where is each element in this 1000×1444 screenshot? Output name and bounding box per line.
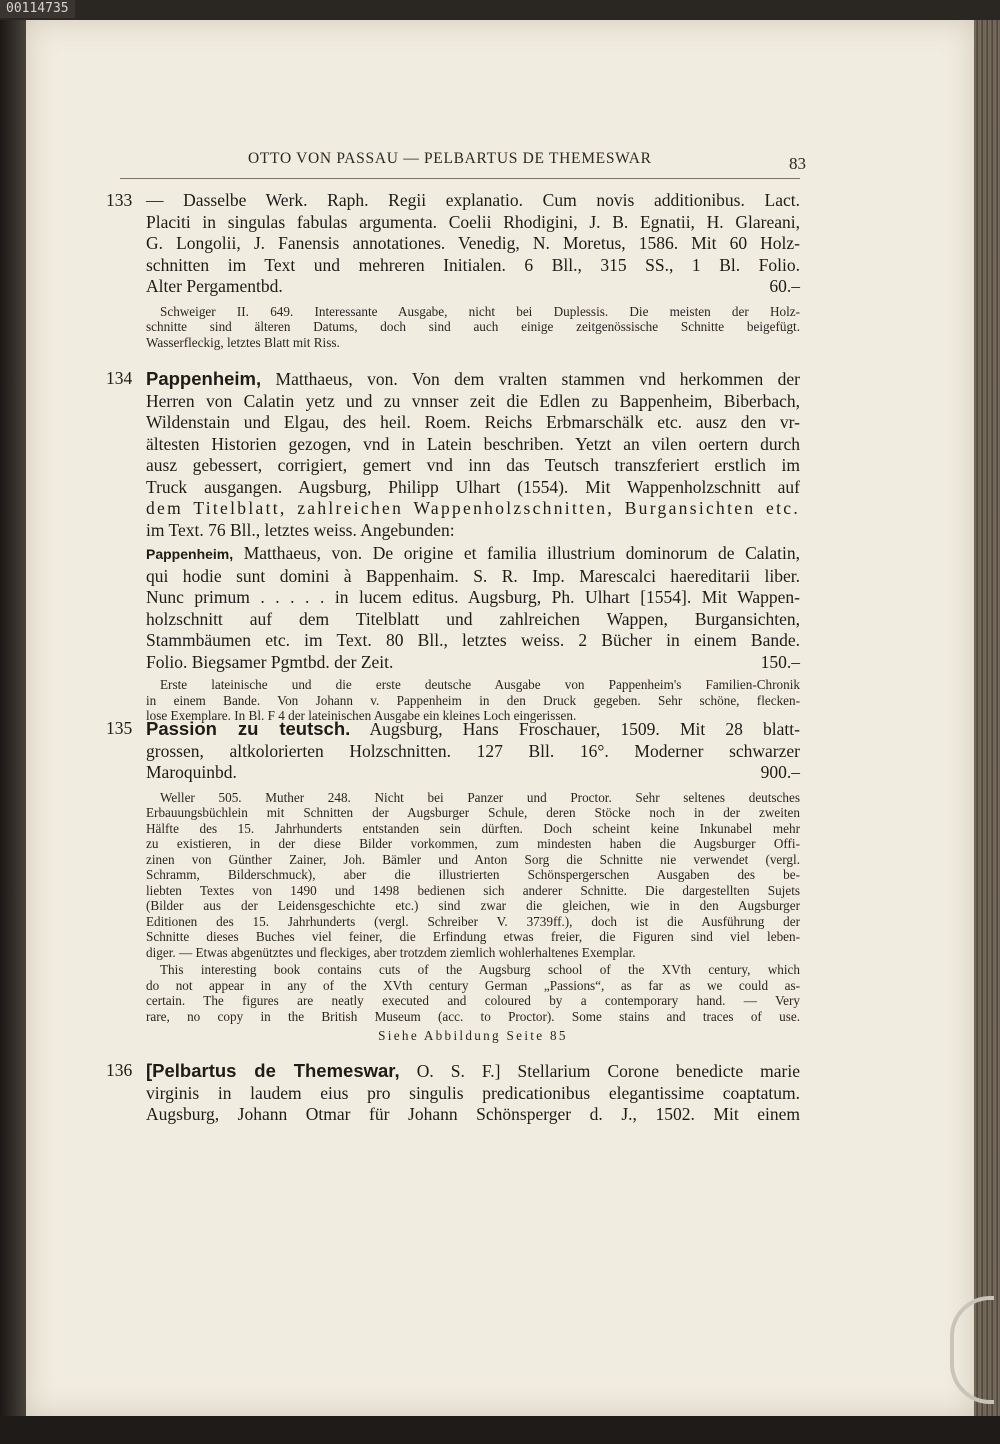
english-note: This interesting book contains cuts of the Augsburg school of the XVth century, which xyxy=(160,962,800,977)
page-stack-edge xyxy=(974,20,1000,1416)
binding-description: Folio. Biegsamer Pgmtbd. der Zeit. xyxy=(146,651,394,672)
entry-note: in einem Bande. Von Johann v. Pappenheim in den Druck gegeben. Sehr schöne, flecken- xyxy=(146,692,800,708)
entry-note: Weller 505. Muther 248. Nicht bei Panzer und Proctor. Sehr seltenes deutsches xyxy=(160,789,800,805)
scan-stamp: 00114735 xyxy=(0,0,75,18)
entry-line: virginis in laudem eius pro singulis predicationibus elegantissime coaptatum. xyxy=(146,1082,800,1103)
entry-line: dem Titelblatt, zahlreichen Wappenholzschnitten, Burgansichten etc. xyxy=(146,498,800,518)
entry-heading: Passion zu teutsch. xyxy=(146,718,351,739)
running-header xyxy=(120,148,806,179)
entry-heading: [Pelbartus de Themeswar, xyxy=(146,1060,400,1081)
entry-note: Erbauungsbüchlein mit Schnitten der Augsburger Schule, deren Stöcke noch in der zweiten xyxy=(146,805,800,820)
entry-note: Erste lateinische und die erste deutsche Ausgabe von Pappenheim's Familien-Chronik xyxy=(160,677,800,692)
scan-bottom-edge xyxy=(0,1416,1000,1444)
entry-note: Schnitte dieses Buches viel feiner, die Erfindung etwas freier, die Figuren sind viel leben- xyxy=(146,929,800,944)
entry-line: Nunc primum . . . . . in lucem editus. Augsburg, Ph. Ulhart [1554]. Mit Wappen- xyxy=(146,587,800,607)
english-note: rare, no copy in the British Museum (acc. to Proctor). Some stains and traces of use. xyxy=(146,1008,800,1024)
entry-heading: Pappenheim, xyxy=(146,368,262,389)
entry-line: G. Longolii, J. Fanensis annotationes. Venedig, N. Moretus, 1586. Mit 60 Holz- xyxy=(146,233,800,253)
price: 60.– xyxy=(769,276,800,296)
entry-line: Matthaeus, von. De origine et familia illustrium dominorum de Calatin, xyxy=(243,543,800,563)
entry-note: Hälfte des 15. Jahrhunderts entstanden sein dürften. Doch scheint keine Inkunabel mehr xyxy=(146,820,800,836)
catalog-entry-133 xyxy=(106,190,800,350)
entry-last-line xyxy=(146,762,800,784)
entry-number: 134 xyxy=(106,368,133,388)
entry-note: Wasserfleckig, letztes Blatt mit Riss. xyxy=(146,334,340,350)
entry-line: Stammbäumen etc. im Text. 80 Bll., letztes weiss. 2 Bücher in einem Bande. xyxy=(146,630,800,650)
entry-number: 133 xyxy=(106,190,133,210)
entry-line: Wildenstain und Elgau, des heil. Roem. Reichs Erbmarschälk etc. ausz den vr- xyxy=(146,412,800,432)
entry-number: 136 xyxy=(106,1060,133,1080)
entry-note: zinen von Günther Zainer, Joh. Bämler und Anton Sorg die Schnitte nie verwendet (vergl. xyxy=(146,851,800,867)
catalog-entry-134 xyxy=(106,368,801,724)
entry-line: holzschnitt auf dem Titelblatt und zahlreichen Wappen, Burgansichten, xyxy=(146,608,800,629)
entry-note: Editionen des 15. Jahrhunderts (vergl. Schreiber V. 3739ff.), doch ist die Ausführung der xyxy=(146,913,800,929)
price: 150.– xyxy=(760,651,800,672)
entry-number: 135 xyxy=(106,718,133,738)
entry-line: im Text. 76 Bll., letztes weiss. Angebunden: xyxy=(146,519,455,540)
entry-line: Augsburg, Hans Froschauer, 1509. Mit 28 blatt- xyxy=(369,719,800,739)
entry-note: Schweiger II. 649. Interessante Ausgabe, nicht bei Duplessis. Die meisten der Holz- xyxy=(160,303,800,319)
entry-note: zu existieren, in der diese Bilder vorkommen, zum mindesten haben die Augsburger Offi- xyxy=(146,836,800,851)
entry-line: Truck ausgangen. Augsburg, Philipp Ulhart (1554). Mit Wappenholzschnitt auf xyxy=(146,476,800,497)
entry-note: diger. — Etwas abgenütztes und fleckiges, aber trotzdem ziemlich wohlerhaltenes Exemplar. xyxy=(146,944,636,960)
entry-note: lose Exemplare. In Bl. F 4 der lateinischen Ausgabe ein kleines Loch eingerissen. xyxy=(146,708,577,723)
entry-line: ausz gebessert, corrigiert, gemert vnd inn das Teutsch transzferiert erstlich im xyxy=(146,455,800,475)
entry-line: qui hodie sunt domini à Bappenhaim. S. R. Imp. Marescalci haereditarii liber. xyxy=(146,565,800,586)
entry-line: Matthaeus, von. Von dem vralten stammen vnd herkommen der xyxy=(275,369,801,389)
header-title: OTTO VON PASSAU — PELBARTUS DE THEMESWAR xyxy=(248,150,652,167)
entry-line: Herren von Calatin yetz und zu vnnser zeit die Edlen zu Bappenheim, Biberbach, xyxy=(146,390,800,411)
catalog-entry-135 xyxy=(106,718,800,1044)
entry-note: (Bilder aus der Leidensgeschichte etc.) sind zwar die gleichen, wie in den Augsburger xyxy=(146,898,800,913)
entry-subheading: Pappenheim, xyxy=(146,546,234,562)
entry-line: grossen, altkolorierten Holzschnitten. 127 Bll. 16°. Moderner schwarzer xyxy=(146,740,800,761)
binding-description: Maroquinbd. xyxy=(146,762,237,782)
entry-line: Placiti in singulas fabulas argumenta. Coelii Rhodigini, J. B. Egnatii, H. Glareani, xyxy=(146,211,800,232)
english-note: do not appear in any of the XVth century German „Passions“, as far as we could as- xyxy=(146,977,800,993)
binding-description: Alter Pergamentbd. xyxy=(146,276,283,296)
entry-line: ältesten Historien gezogen, vnd in Latein beschriben. Yetzt an vilen oertern durch xyxy=(146,433,800,454)
catalog-entry-136 xyxy=(106,1060,800,1126)
book-spine-edge xyxy=(0,20,26,1416)
entry-note: liebten Textes von 1490 und 1498 bedienen sich anderer Schnitte. Die dargestellten Sujets xyxy=(146,882,800,898)
english-note: certain. The figures are neatly executed and coloured by a contemporary hand. — Very xyxy=(146,993,800,1008)
price: 900.– xyxy=(760,762,800,782)
entry-last-line xyxy=(146,652,800,674)
entry-note: schnitte sind älteren Datums, doch sind auch einige zeitgenössische Schnitte beigefügt. xyxy=(146,319,800,334)
entry-line: schnitten im Text und mehreren Initialen. 6 Bll., 315 SS., 1 Bl. Folio. xyxy=(146,254,800,275)
page-number: 83 xyxy=(789,154,806,173)
entry-last-line xyxy=(146,276,800,298)
entry-line: — Dasselbe Werk. Raph. Regii explanatio. Cum novis additionibus. Lact. xyxy=(146,190,800,210)
entry-line: Augsburg, Johann Otmar für Johann Schönsperger d. J., 1502. Mit einem xyxy=(146,1104,800,1124)
entry-line: O. S. F.] Stellarium Corone benedicte marie xyxy=(416,1061,800,1081)
entry-note: Schramm, Bilderschmuck), aber die illustrierten Schönspergerschen Ausgaben des be- xyxy=(146,867,800,882)
see-illustration-reference: Siehe Abbildung Seite 85 xyxy=(378,1028,568,1043)
